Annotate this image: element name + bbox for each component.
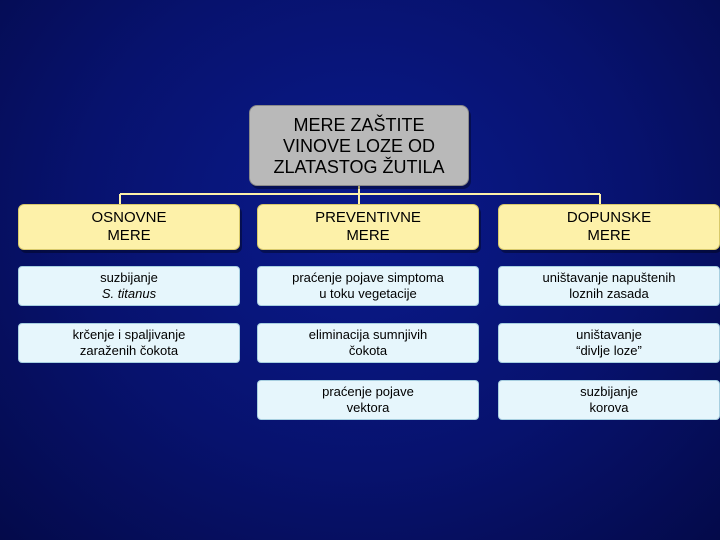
root-node — [249, 105, 469, 186]
item-line2: S. titanus — [101, 286, 157, 301]
category-label-line2: MERE — [107, 227, 151, 244]
item-line1: krčenje i spaljivanje — [72, 327, 186, 342]
item-line1: eliminacija sumnjivih — [308, 327, 428, 342]
category-label-line2: MERE — [346, 227, 390, 244]
category-label-line1: PREVENTIVNE — [315, 209, 421, 226]
item-line1: uništavanje — [576, 327, 642, 342]
item-line2: zaraženih čokota — [79, 343, 179, 358]
category-dopunske — [498, 204, 720, 250]
item-line2: loznih zasada — [569, 286, 649, 301]
item-box — [257, 323, 479, 363]
item-line2: “divlje loze” — [576, 343, 642, 358]
item-line2: u toku vegetacije — [319, 286, 417, 301]
item-box — [498, 266, 720, 306]
category-label-line2: MERE — [587, 227, 631, 244]
item-box — [257, 266, 479, 306]
category-osnovne — [18, 204, 240, 250]
root-title-line2: VINOVE LOZE OD — [282, 136, 436, 156]
item-box — [257, 380, 479, 420]
item-line1: suzbijanje — [100, 270, 158, 285]
item-line1: praćenje pojave — [322, 384, 414, 399]
item-line2: korova — [589, 400, 629, 415]
item-box — [498, 380, 720, 420]
item-box — [18, 266, 240, 306]
item-box — [498, 323, 720, 363]
category-label-line1: OSNOVNE — [91, 209, 167, 226]
category-label-line1: DOPUNSKE — [566, 209, 652, 226]
root-title-line1: MERE ZAŠTITE — [293, 115, 425, 135]
item-line1: suzbijanje — [580, 384, 638, 399]
item-line1: praćenje pojave simptoma — [292, 270, 444, 285]
item-line1: uništavanje napuštenih — [542, 270, 676, 285]
category-preventivne — [257, 204, 479, 250]
item-box — [18, 323, 240, 363]
item-line2: vektora — [346, 400, 390, 415]
root-title-line3: ZLATASTOG ŽUTILA — [273, 157, 445, 177]
item-line2: čokota — [348, 343, 388, 358]
